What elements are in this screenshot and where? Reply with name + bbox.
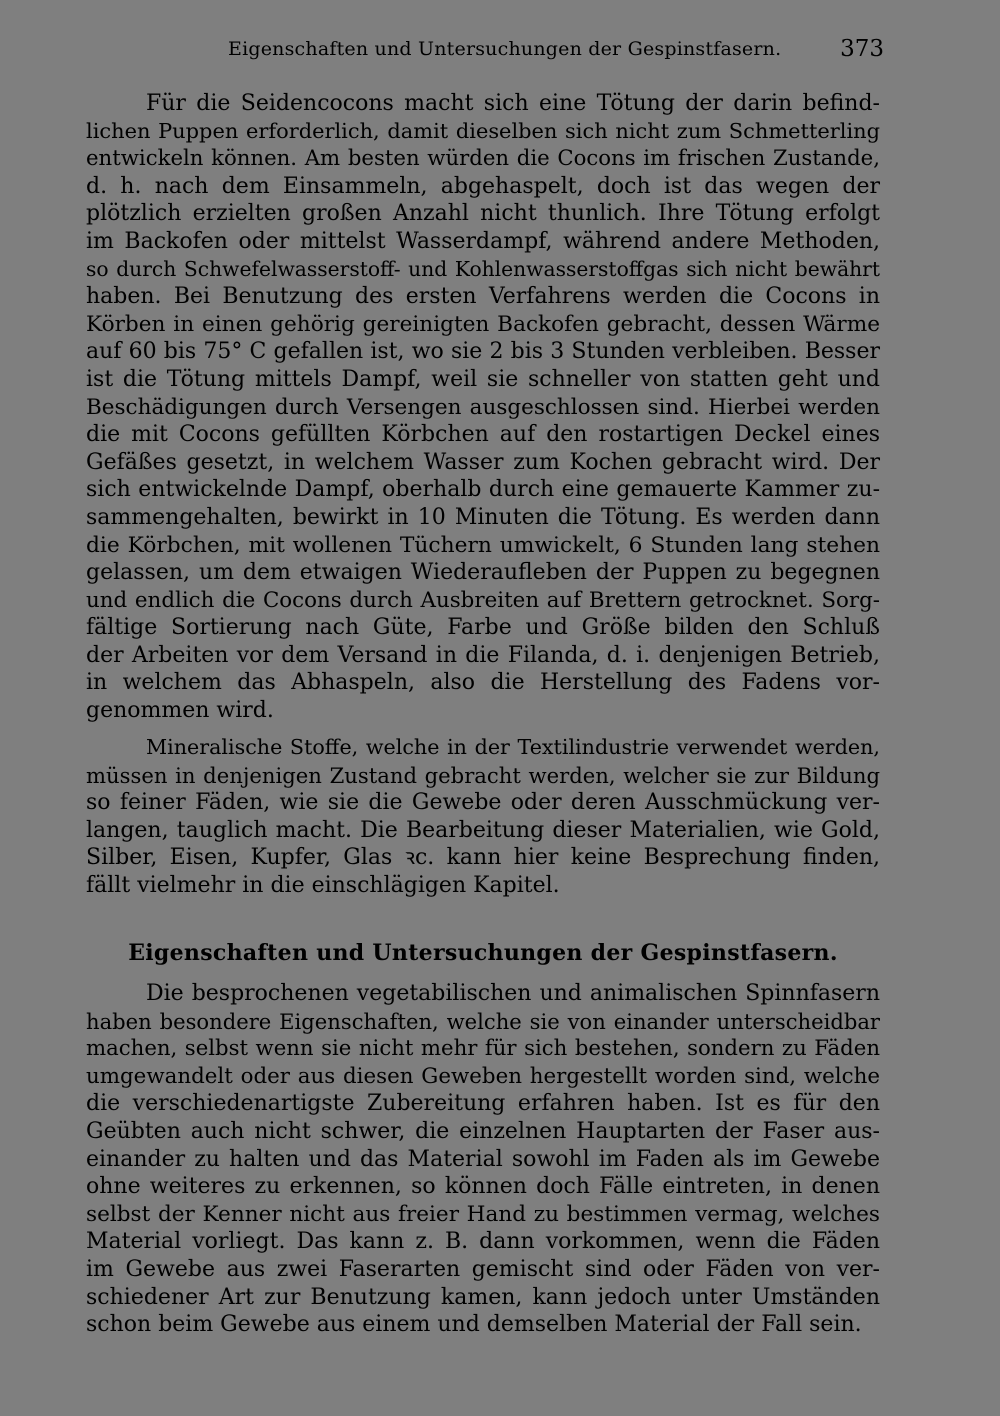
text-line: fältige Sortierung nach Güte, Farbe und Größe bilden den Schluß bbox=[86, 615, 880, 641]
text-line: sammengehalten, bewirkt in 10 Minuten die Tötung. Es werden dann bbox=[86, 504, 880, 530]
text-line: umgewandelt oder aus diesen Geweben hergestellt worden sind, welche bbox=[86, 1063, 880, 1089]
text-line: Material vorliegt. Das kann z. B. dann vorkommen, wenn die Fäden bbox=[86, 1229, 880, 1255]
text-line: Beschädigungen durch Versengen ausgeschlossen sind. Hierbei werden bbox=[86, 394, 880, 420]
text-line: so durch Schwefelwasserstoff- und Kohlenwasserstoffgas sich nicht bewährt bbox=[86, 256, 880, 281]
text-line: schiedener Art zur Benutzung kamen, kann jedoch unter Umständen bbox=[86, 1284, 880, 1310]
text-line: haben besondere Eigenschaften, welche sie von einander unterscheidbar bbox=[86, 1008, 880, 1034]
text-line: im Gewebe aus zwei Faserarten gemischt sind oder Fäden von ver- bbox=[86, 1256, 880, 1282]
text-line: Mineralische Stoffe, welche in der Textilindustrie verwendet werden, bbox=[146, 735, 880, 759]
text-line: selbst der Kenner nicht aus freier Hand zu bestimmen vermag, welches bbox=[86, 1201, 880, 1227]
text-line: Für die Seidencocons macht sich eine Tötung der darin befind- bbox=[146, 91, 880, 116]
running-head: Eigenschaften und Untersuchungen der Gespinstfasern. bbox=[228, 38, 782, 60]
text-line: so feiner Fäden, wie sie die Gewebe oder deren Ausschmückung ver- bbox=[86, 790, 880, 816]
text-line: Gefäßes gesetzt, in welchem Wasser zum Kochen gebracht wird. Der bbox=[86, 449, 880, 475]
text-line: entwickeln können. Am besten würden die Cocons im frischen Zustande, bbox=[86, 146, 880, 172]
text-line: fällt vielmehr in die einschlägigen Kapitel. bbox=[86, 872, 560, 898]
text-line: und endlich die Cocons durch Ausbreiten auf Brettern getrocknet. Sorg- bbox=[86, 587, 880, 613]
text-line: schon beim Gewebe aus einem und demselben Material der Fall sein. bbox=[86, 1312, 862, 1338]
text-line: in welchem das Abhaspeln, also die Herstellung des Fadens vor- bbox=[86, 670, 880, 696]
text-line: die verschiedenartigste Zubereitung erfahren haben. Ist es für den bbox=[86, 1091, 880, 1117]
text-line: sich entwickelnde Dampf, oberhalb durch eine gemauerte Kammer zu- bbox=[86, 477, 880, 503]
text-line: Körben in einen gehörig gereinigten Backofen gebracht, dessen Wärme bbox=[86, 311, 880, 337]
text-line: auf 60 bis 75° C gefallen ist, wo sie 2 bis 3 Stunden verbleiben. Besser bbox=[86, 339, 880, 365]
text-line: Silber, Eisen, Kupfer, Glas ꝛc. kann hier keine Besprechung finden, bbox=[86, 845, 880, 871]
text-line: genommen wird. bbox=[86, 698, 274, 724]
page-number: 373 bbox=[840, 36, 884, 62]
text-line: ohne weiteres zu erkennen, so können doch Fälle eintreten, in denen bbox=[86, 1174, 880, 1200]
paragraph-silk-cocoons bbox=[86, 90, 880, 725]
section-heading: Eigenschaften und Untersuchungen der Gespinstfasern. bbox=[128, 940, 838, 966]
text-line: haben. Bei Benutzung des ersten Verfahrens werden die Cocons in bbox=[86, 284, 880, 310]
text-line: langen, tauglich macht. Die Bearbeitung dieser Materialien, wie Gold, bbox=[86, 817, 880, 843]
text-line: gelassen, um dem etwaigen Wiederaufleben der Puppen zu begegnen bbox=[86, 560, 880, 586]
text-line: ist die Tötung mittels Dampf, weil sie schneller von statten geht und bbox=[86, 366, 880, 392]
text-line: lichen Puppen erforderlich, damit dieselben sich nicht zum Schmetterling bbox=[86, 118, 880, 143]
text-line: die mit Cocons gefüllten Körbchen auf den rostartigen Deckel eines bbox=[86, 422, 880, 448]
text-line: machen, selbst wenn sie nicht mehr für sich bestehen, sondern zu Fäden bbox=[86, 1036, 880, 1062]
text-line: die Körbchen, mit wollenen Tüchern umwickelt, 6 Stunden lang stehen bbox=[86, 532, 880, 558]
text-line: Geübten auch nicht schwer, die einzelnen Hauptarten der Faser aus- bbox=[86, 1118, 880, 1144]
paragraph-fiber-properties bbox=[86, 980, 880, 1339]
text-line: Die besprochenen vegetabilischen und animalischen Spinnfasern bbox=[146, 981, 880, 1006]
text-line: im Backofen oder mittelst Wasserdampf, während andere Methoden, bbox=[86, 228, 880, 254]
text-line: müssen in denjenigen Zustand gebracht werden, welcher sie zur Bildung bbox=[86, 762, 880, 788]
text-line: der Arbeiten vor dem Versand in die Filanda, d. i. denjenigen Betrieb, bbox=[86, 642, 880, 668]
text-line: einander zu halten und das Material sowohl im Faden als im Gewebe bbox=[86, 1146, 880, 1172]
text-line: d. h. nach dem Einsammeln, abgehaspelt, doch ist das wegen der bbox=[86, 173, 880, 199]
text-line: plötzlich erzielten großen Anzahl nicht thunlich. Ihre Tötung erfolgt bbox=[86, 201, 880, 227]
paragraph-mineral-materials bbox=[86, 734, 880, 900]
